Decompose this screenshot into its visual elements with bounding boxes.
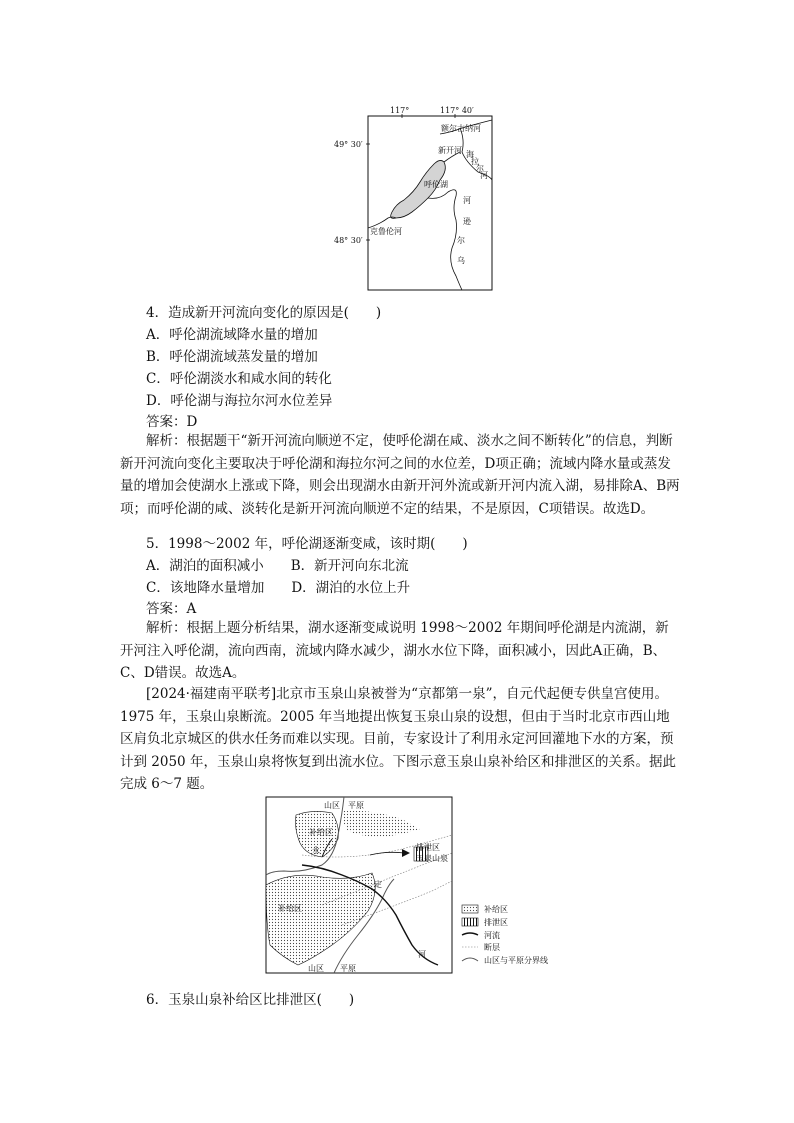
- label-hailar-4: 河: [480, 171, 488, 180]
- label-discharge: 排泄区: [416, 843, 440, 852]
- yuquan-spring-map: [262, 795, 562, 977]
- lon-117: 117°: [390, 106, 410, 115]
- label-hailar-3: 尔: [476, 164, 484, 173]
- label-hailar-2: 拉: [471, 157, 479, 166]
- recharge-area-lower: [266, 873, 375, 965]
- legend-recharge-swatch: [462, 905, 478, 913]
- legend-discharge-label: 排泄区: [484, 918, 508, 927]
- label-hailar-1: 海: [466, 150, 474, 159]
- flow-arrow: [370, 852, 404, 855]
- legend-boundary-label: 山区与平原分界线: [484, 956, 548, 965]
- label-recharge-upper: 补给区: [309, 828, 333, 837]
- legend: [462, 904, 548, 965]
- hulun-lake: [391, 160, 446, 218]
- q4-option-d: D．呼伦湖与海拉尔河水位差异: [146, 393, 333, 409]
- q4-analysis: 解析：根据题干“新开河流向顺逆不定，使呼伦湖在咸、淡水之间不断转化”的信息，判断新开河流向变化主要取决于呼伦湖和海拉尔河之间的水位差，D项正确；流域内降水量或蒸发量的增加会使湖水上涨或下降，则会出现湖水由新开河外流或新开河内流入湖，易排除A、B两项；而呼伦湖的咸、淡转化是新开河流向顺逆不定的结果，不是原因，C项错误。故选D。: [120, 433, 680, 517]
- map-frame: [368, 116, 492, 290]
- q4-stem: 4．造成新开河流向变化的原因是( ): [146, 305, 382, 321]
- label-urson-3: 尔: [457, 236, 465, 245]
- lon-117-40: 117° 40′: [440, 106, 474, 115]
- label-top-plain: 平原: [348, 801, 364, 810]
- q5-answer: 答案：A: [146, 601, 197, 617]
- q4-option-a: A．呼伦湖流域降水量的增加: [146, 327, 318, 343]
- q5-analysis: 解析：根据上题分析结果，湖水逐渐变咸说明 1998～2002 年期间呼伦湖是内流湖，新开河注入呼伦湖，流向西南，流域内降水减少，湖水水位下降，面积减小，因此A正确，B、C、D错误。故选A。: [120, 620, 669, 681]
- label-urson-1: 河: [463, 196, 471, 205]
- label-ergun: 额尔古纳河: [441, 124, 481, 133]
- label-recharge-lower: 补给区: [278, 904, 302, 913]
- label-bottom-mountain: 山区: [308, 964, 324, 973]
- label-urson-4: 乌: [457, 256, 465, 265]
- label-ding: 定: [374, 880, 382, 889]
- lat-49-30: 49° 30′: [334, 140, 363, 149]
- legend-river-swatch: [462, 933, 478, 935]
- q4-answer: 答案：D: [146, 414, 198, 430]
- legend-discharge-swatch: [462, 918, 478, 926]
- label-xinkai: 新开河: [438, 146, 462, 155]
- q5-options-cd: C．该地降水量增加 D．湖泊的水位上升: [146, 580, 411, 596]
- label-kerulen: 克鲁伦河: [370, 227, 402, 236]
- legend-boundary-swatch: [462, 958, 478, 961]
- label-he: 河: [418, 950, 426, 959]
- legend-river-label: 河流: [484, 931, 500, 940]
- q6-7-intro: [2024·福建南平联考]北京市玉泉山泉被誉为“京都第一泉”，自元代起便专供皇宫使用。1975 年，玉泉山泉断流。2005 年当地提出恢复玉泉山泉的设想，但由于当时北京市西山地区肩负北京城区的供水任务而难以实现。目前，专家设计了利用永定河回灌地下水的方案，预计到 2050 年，玉泉山泉将恢复到出流水位。下图示意玉泉山泉补给区和排泄区的关系。据此完成 6～7 题。: [120, 686, 676, 792]
- q5-options-ab: A．湖泊的面积减小 B．新开河向东北流: [146, 558, 409, 574]
- plain-dotted-top: [342, 811, 420, 837]
- label-bottom-plain: 平原: [340, 964, 356, 973]
- q5-stem: 5．1998～2002 年，呼伦湖逐渐变咸，该时期( ): [146, 536, 468, 552]
- legend-fault-label: 断层: [484, 943, 500, 952]
- q4-option-c: C．呼伦湖淡水和咸水间的转化: [146, 371, 332, 387]
- lat-48-30: 48° 30′: [334, 236, 363, 245]
- label-top-mountain: 山区: [324, 801, 340, 810]
- legend-recharge-label: 补给区: [484, 905, 508, 914]
- label-yong: 永: [312, 846, 320, 855]
- q6-stem: 6．玉泉山泉补给区比排泄区( ): [146, 992, 355, 1008]
- hulun-lake-map: [330, 100, 500, 295]
- label-spring: 玉泉山泉: [416, 854, 448, 863]
- q4-option-b: B．呼伦湖流域蒸发量的增加: [146, 349, 318, 365]
- label-hulun: 呼伦湖: [424, 180, 448, 189]
- label-urson-2: 逊: [463, 217, 471, 226]
